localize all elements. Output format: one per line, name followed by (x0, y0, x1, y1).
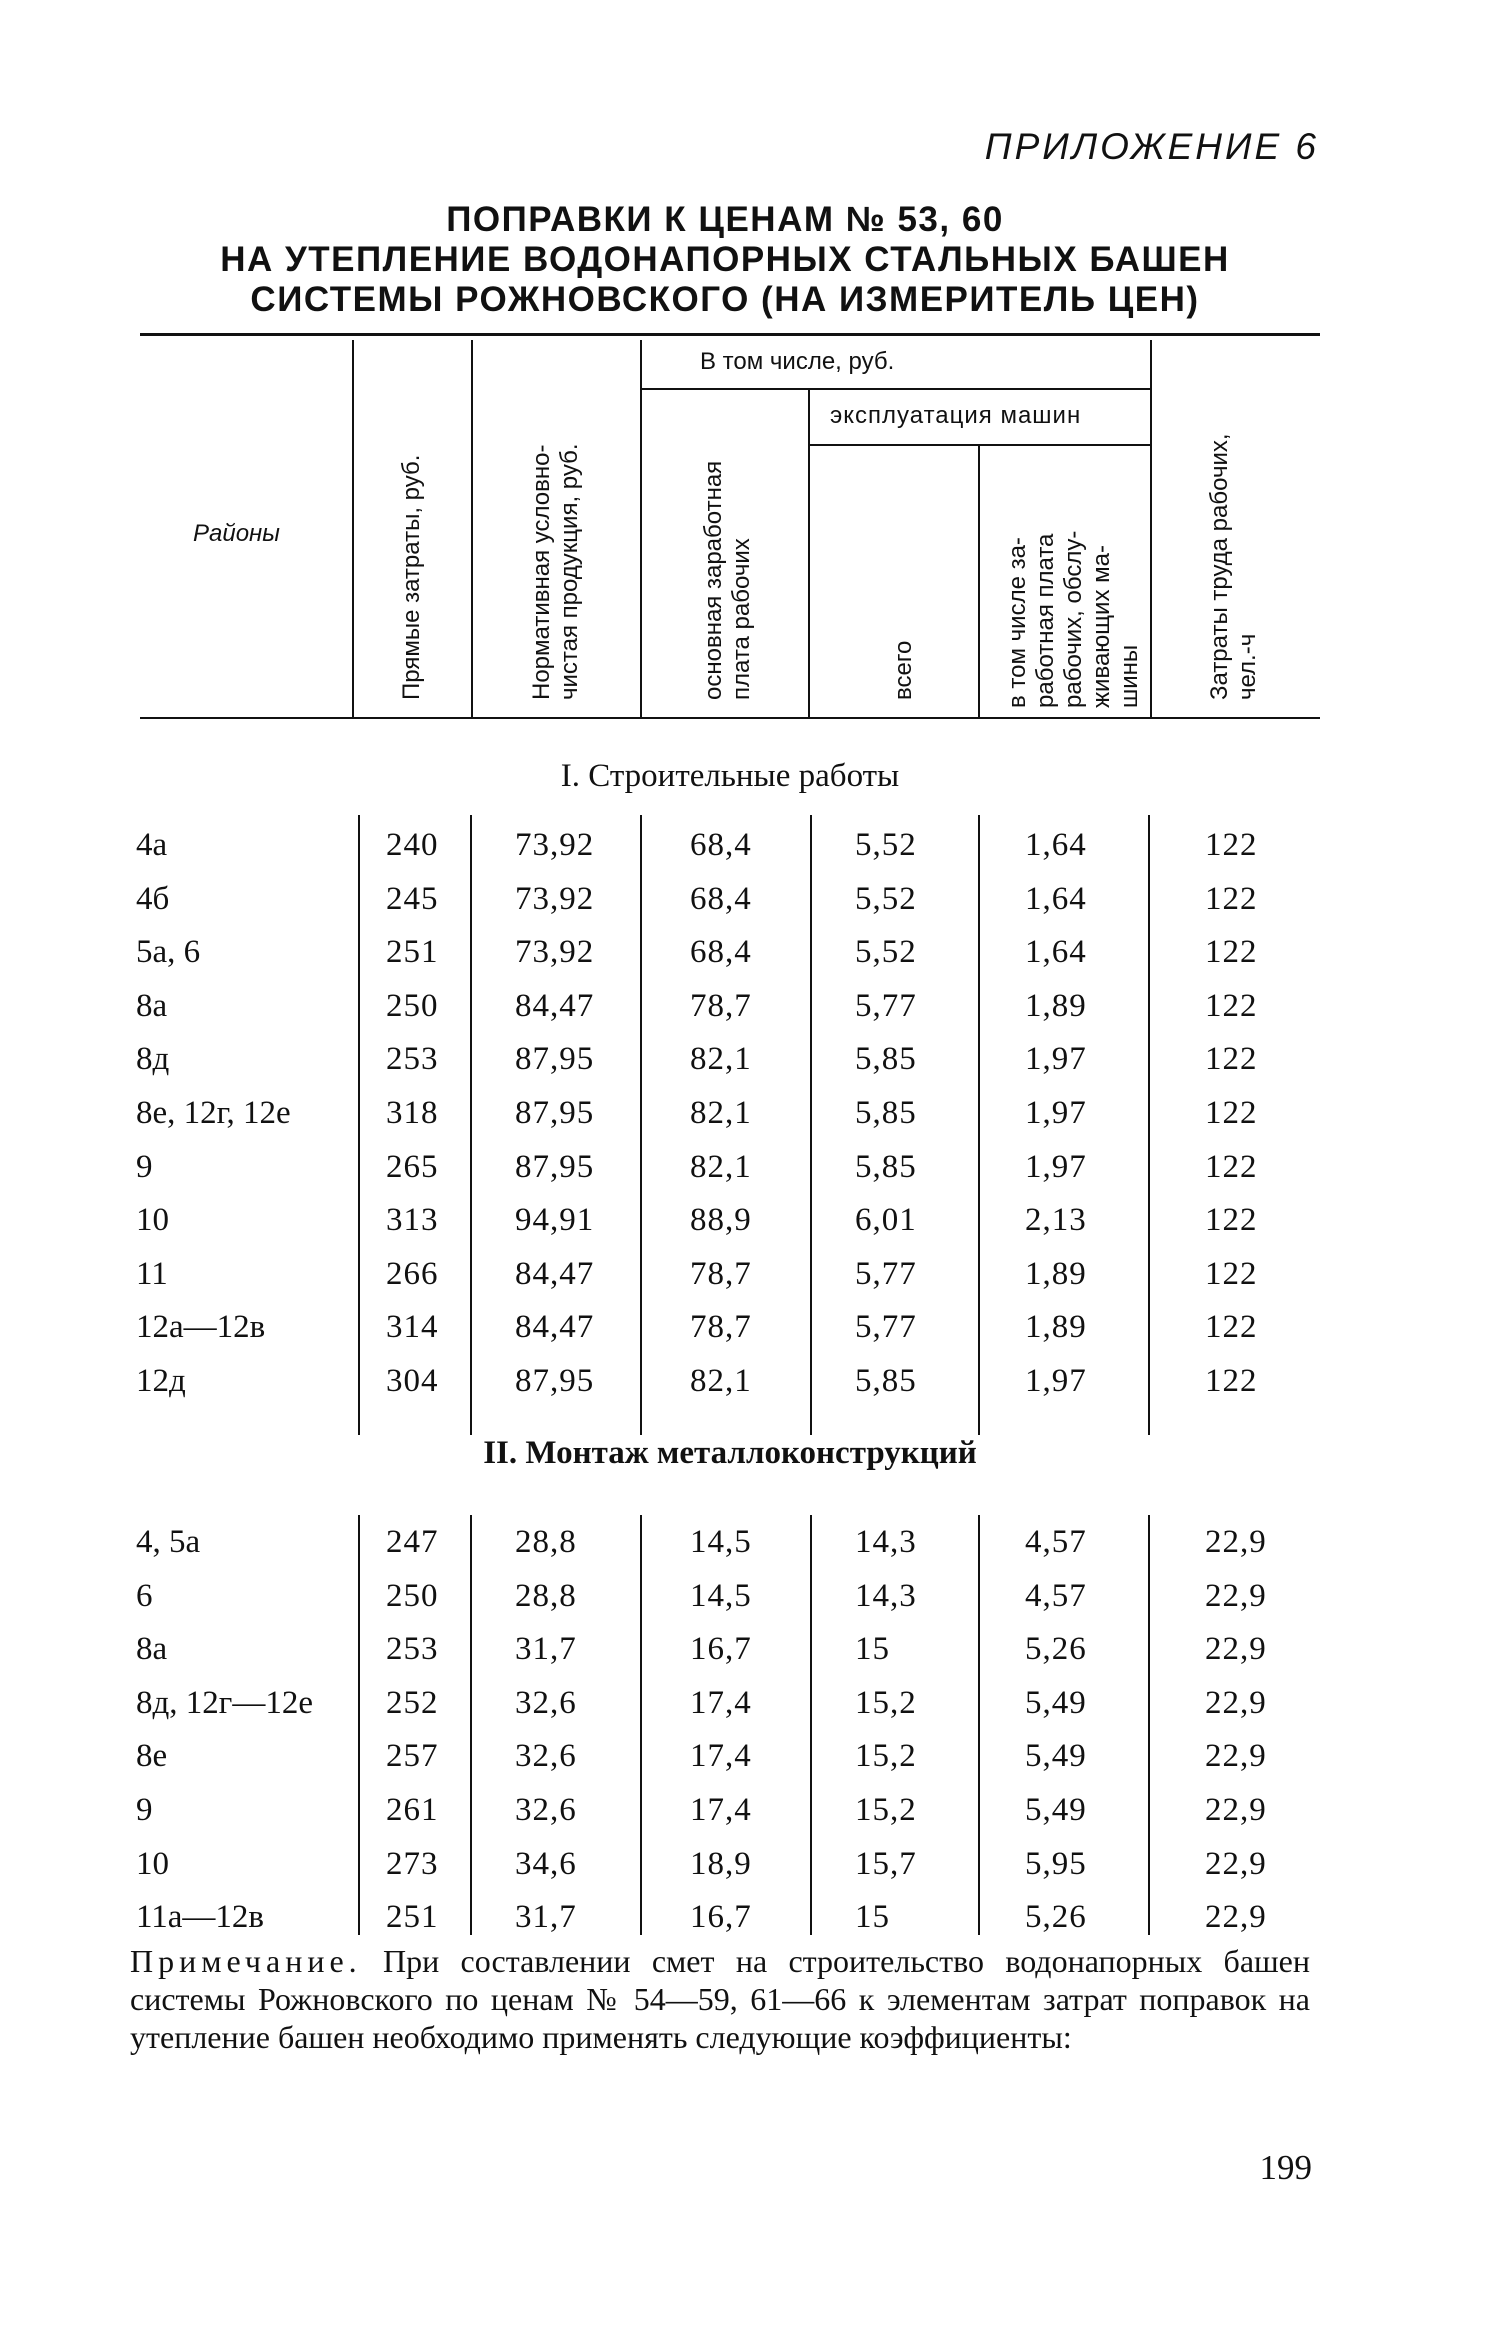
cell-labor-costs: 122 (1205, 1202, 1258, 1238)
cell-region: 11 (136, 1256, 168, 1292)
cell-normative-product: 87,95 (515, 1041, 595, 1077)
body2-col-divider-4 (810, 1515, 812, 1935)
cell-labor-costs: 122 (1205, 1149, 1258, 1185)
cell-region: 8е (136, 1738, 168, 1774)
cell-normative-product: 94,91 (515, 1202, 595, 1238)
cell-direct-costs: 318 (386, 1095, 439, 1131)
cell-normative-product: 84,47 (515, 1256, 595, 1292)
cell-region: 6 (136, 1578, 153, 1614)
body2-col-divider-6 (1148, 1515, 1150, 1935)
cell-machines-wage: 5,49 (1025, 1792, 1087, 1828)
cell-base-wage: 68,4 (690, 881, 752, 917)
cell-direct-costs: 266 (386, 1256, 439, 1292)
cell-labor-costs: 22,9 (1205, 1631, 1267, 1667)
cell-labor-costs: 122 (1205, 934, 1258, 970)
cell-direct-costs: 250 (386, 1578, 439, 1614)
cell-direct-costs: 257 (386, 1738, 439, 1774)
cell-labor-costs: 122 (1205, 881, 1258, 917)
body2-col-divider-2 (470, 1515, 472, 1935)
cell-region: 11а—12в (136, 1899, 265, 1935)
header-col-divider-4 (808, 390, 810, 717)
cell-direct-costs: 314 (386, 1309, 439, 1345)
cell-region: 9 (136, 1792, 153, 1828)
cell-normative-product: 84,47 (515, 1309, 595, 1345)
body2-col-divider-5 (978, 1515, 980, 1935)
cell-machines-total: 5,85 (855, 1363, 917, 1399)
header-col-divider-5 (978, 446, 980, 717)
cell-machines-wage: 5,26 (1025, 1631, 1087, 1667)
cell-machines-wage: 2,13 (1025, 1202, 1087, 1238)
cell-base-wage: 82,1 (690, 1041, 752, 1077)
cell-machines-total: 5,52 (855, 881, 917, 917)
cell-base-wage: 14,5 (690, 1578, 752, 1614)
header-including-rub: В том числе, руб. (700, 348, 895, 375)
cell-labor-costs: 122 (1205, 1256, 1258, 1292)
body1-col-divider-4 (810, 815, 812, 1435)
cell-region: 8а (136, 1631, 168, 1667)
cell-direct-costs: 313 (386, 1202, 439, 1238)
cell-direct-costs: 273 (386, 1846, 439, 1882)
cell-labor-costs: 122 (1205, 1309, 1258, 1345)
cell-region: 10 (136, 1846, 169, 1882)
cell-machines-wage: 4,57 (1025, 1524, 1087, 1560)
header-bottom-rule (140, 717, 1320, 719)
section-title-2: II. Монтаж металлоконструкций (483, 1435, 977, 1471)
body1-col-divider-1 (358, 815, 360, 1435)
cell-labor-costs: 22,9 (1205, 1738, 1267, 1774)
cell-direct-costs: 252 (386, 1685, 439, 1721)
header-including-wage: в том числе за- работная плата рабочих, обслу- живающих ма- шины (1004, 530, 1143, 708)
cell-base-wage: 14,5 (690, 1524, 752, 1560)
cell-base-wage: 17,4 (690, 1738, 752, 1774)
body2-col-divider-1 (358, 1515, 360, 1935)
cell-base-wage: 78,7 (690, 1256, 752, 1292)
cell-base-wage: 16,7 (690, 1631, 752, 1667)
cell-machines-wage: 1,89 (1025, 1256, 1087, 1292)
cell-normative-product: 84,47 (515, 988, 595, 1024)
cell-direct-costs: 253 (386, 1631, 439, 1667)
cell-machines-wage: 1,64 (1025, 827, 1087, 863)
cell-machines-wage: 1,89 (1025, 988, 1087, 1024)
cell-region: 8е, 12г, 12е (136, 1095, 291, 1131)
cell-labor-costs: 122 (1205, 1095, 1258, 1131)
cell-direct-costs: 253 (386, 1041, 439, 1077)
table-top-rule (140, 333, 1320, 336)
header-sub-rule-including (640, 388, 1150, 390)
cell-machines-total: 5,52 (855, 934, 917, 970)
cell-labor-costs: 122 (1205, 827, 1258, 863)
cell-machines-wage: 1,97 (1025, 1041, 1087, 1077)
cell-machines-wage: 4,57 (1025, 1578, 1087, 1614)
cell-region: 4б (136, 881, 170, 917)
page-title (130, 200, 1320, 320)
cell-normative-product: 73,92 (515, 881, 595, 917)
cell-direct-costs: 251 (386, 1899, 439, 1935)
cell-machines-total: 5,85 (855, 1041, 917, 1077)
note-text: При составлении смет на строительство водонапорных башен системы Рожновского по ценам № 54—59, 61—66 к элементам затрат поправок на утепление башен необходимо применять следующие коэффициенты: (130, 1943, 1310, 2055)
cell-region: 12а—12в (136, 1309, 266, 1345)
cell-labor-costs: 22,9 (1205, 1578, 1267, 1614)
cell-direct-costs: 250 (386, 988, 439, 1024)
cell-labor-costs: 122 (1205, 1363, 1258, 1399)
cell-region: 8д (136, 1041, 170, 1077)
cell-labor-costs: 22,9 (1205, 1524, 1267, 1560)
cell-machines-total: 15,2 (855, 1685, 917, 1721)
cell-region: 9 (136, 1149, 153, 1185)
note-label: Примечание. (130, 1943, 362, 1979)
header-machines-total: всего (890, 640, 917, 700)
cell-labor-costs: 122 (1205, 1041, 1258, 1077)
body2-col-divider-3 (640, 1515, 642, 1935)
header-labor-costs: Затраты труда рабочих, чел.-ч (1206, 433, 1261, 700)
header-col-divider-1 (352, 340, 354, 717)
cell-machines-wage: 5,26 (1025, 1899, 1087, 1935)
cell-base-wage: 82,1 (690, 1149, 752, 1185)
section-title-1: I. Строительные работы (560, 758, 900, 794)
cell-machines-total: 14,3 (855, 1578, 917, 1614)
cell-region: 4а (136, 827, 168, 863)
body1-col-divider-5 (978, 815, 980, 1435)
cell-normative-product: 73,92 (515, 827, 595, 863)
cell-machines-wage: 1,97 (1025, 1095, 1087, 1131)
cell-labor-costs: 122 (1205, 988, 1258, 1024)
cell-direct-costs: 251 (386, 934, 439, 970)
appendix-label: ПРИЛОЖЕНИЕ 6 (984, 126, 1319, 167)
header-machine-operation: эксплуатация машин (830, 402, 1082, 429)
cell-machines-total: 5,77 (855, 1256, 917, 1292)
header-normative-product: Нормативная условно- чистая продукция, руб. (528, 443, 583, 700)
cell-machines-total: 5,85 (855, 1095, 917, 1131)
cell-machines-wage: 1,89 (1025, 1309, 1087, 1345)
cell-base-wage: 78,7 (690, 988, 752, 1024)
cell-normative-product: 34,6 (515, 1846, 577, 1882)
cell-normative-product: 32,6 (515, 1685, 577, 1721)
cell-machines-wage: 5,95 (1025, 1846, 1087, 1882)
cell-normative-product: 32,6 (515, 1738, 577, 1774)
cell-region: 4, 5а (136, 1524, 201, 1560)
title-line-1: ПОПРАВКИ К ЦЕНАМ № 53, 60 (446, 200, 1004, 239)
header-col-divider-3 (640, 340, 642, 717)
cell-base-wage: 16,7 (690, 1899, 752, 1935)
cell-machines-total: 5,85 (855, 1149, 917, 1185)
cell-machines-wage: 1,64 (1025, 934, 1087, 970)
cell-normative-product: 28,8 (515, 1578, 577, 1614)
cell-machines-wage: 1,64 (1025, 881, 1087, 917)
cell-region: 8д, 12г—12е (136, 1685, 313, 1721)
header-base-wage: основная заработная плата рабочих (700, 460, 755, 700)
cell-machines-wage: 1,97 (1025, 1363, 1087, 1399)
cell-machines-total: 6,01 (855, 1202, 917, 1238)
cell-machines-wage: 5,49 (1025, 1685, 1087, 1721)
cell-region: 10 (136, 1202, 169, 1238)
cell-machines-wage: 1,97 (1025, 1149, 1087, 1185)
cell-machines-total: 15,7 (855, 1846, 917, 1882)
cell-base-wage: 82,1 (690, 1095, 752, 1131)
cell-base-wage: 82,1 (690, 1363, 752, 1399)
cell-labor-costs: 22,9 (1205, 1899, 1267, 1935)
cell-region: 8а (136, 988, 168, 1024)
body1-col-divider-6 (1148, 815, 1150, 1435)
cell-normative-product: 32,6 (515, 1792, 577, 1828)
cell-normative-product: 87,95 (515, 1095, 595, 1131)
cell-base-wage: 68,4 (690, 934, 752, 970)
cell-labor-costs: 22,9 (1205, 1846, 1267, 1882)
cell-base-wage: 78,7 (690, 1309, 752, 1345)
cell-base-wage: 17,4 (690, 1685, 752, 1721)
title-line-2: НА УТЕПЛЕНИЕ ВОДОНАПОРНЫХ СТАЛЬНЫХ БАШЕН (220, 240, 1230, 279)
cell-normative-product: 31,7 (515, 1899, 577, 1935)
cell-normative-product: 87,95 (515, 1149, 595, 1185)
cell-direct-costs: 304 (386, 1363, 439, 1399)
cell-machines-total: 15,2 (855, 1792, 917, 1828)
cell-machines-total: 5,77 (855, 988, 917, 1024)
cell-normative-product: 28,8 (515, 1524, 577, 1560)
cell-direct-costs: 240 (386, 827, 439, 863)
cell-machines-total: 15 (855, 1899, 890, 1935)
cell-machines-wage: 5,49 (1025, 1738, 1087, 1774)
cell-region: 5а, 6 (136, 934, 201, 970)
body1-col-divider-3 (640, 815, 642, 1435)
cell-region: 12д (136, 1363, 186, 1399)
page-number: 199 (1259, 2148, 1312, 2187)
cell-machines-total: 5,77 (855, 1309, 917, 1345)
cell-labor-costs: 22,9 (1205, 1685, 1267, 1721)
body1-col-divider-2 (470, 815, 472, 1435)
cell-labor-costs: 22,9 (1205, 1792, 1267, 1828)
cell-base-wage: 17,4 (690, 1792, 752, 1828)
cell-machines-total: 15,2 (855, 1738, 917, 1774)
cell-normative-product: 73,92 (515, 934, 595, 970)
header-regions: Районы (193, 520, 280, 547)
header-col-divider-2 (471, 340, 473, 717)
cell-direct-costs: 261 (386, 1792, 439, 1828)
title-line-3: СИСТЕМЫ РОЖНОВСКОГО (НА ИЗМЕРИТЕЛЬ ЦЕН) (250, 280, 1200, 319)
table-note (130, 1942, 1310, 2056)
cell-base-wage: 18,9 (690, 1846, 752, 1882)
cell-normative-product: 87,95 (515, 1363, 595, 1399)
cell-machines-total: 5,52 (855, 827, 917, 863)
header-col-divider-6 (1150, 340, 1152, 717)
cell-direct-costs: 265 (386, 1149, 439, 1185)
cell-direct-costs: 247 (386, 1524, 439, 1560)
cell-normative-product: 31,7 (515, 1631, 577, 1667)
cell-base-wage: 68,4 (690, 827, 752, 863)
header-direct-costs: Прямые затраты, руб. (398, 454, 425, 700)
cell-machines-total: 15 (855, 1631, 890, 1667)
cell-direct-costs: 245 (386, 881, 439, 917)
cell-machines-total: 14,3 (855, 1524, 917, 1560)
cell-base-wage: 88,9 (690, 1202, 752, 1238)
